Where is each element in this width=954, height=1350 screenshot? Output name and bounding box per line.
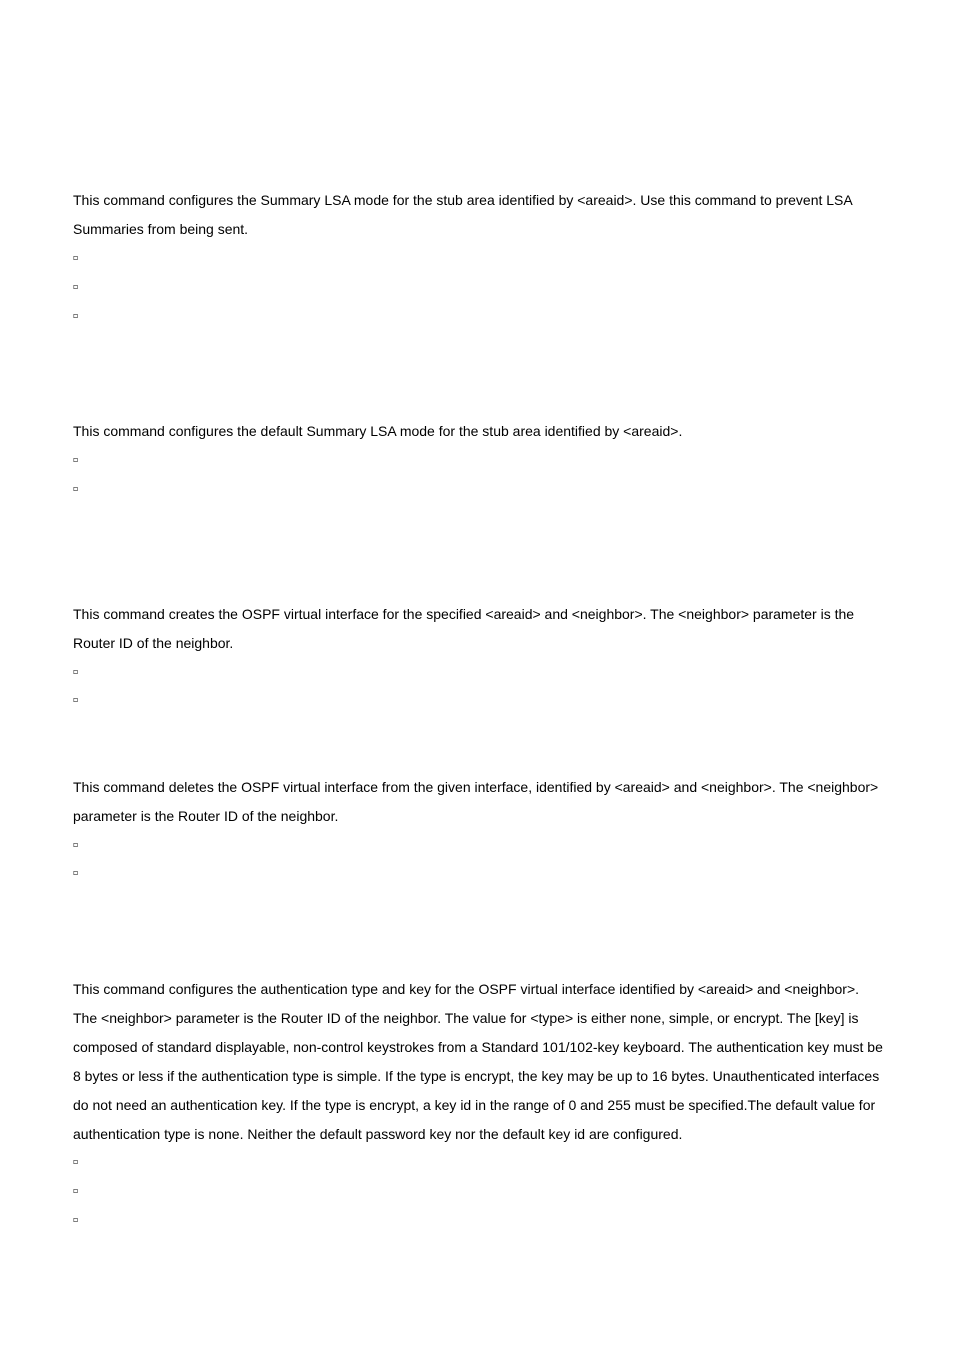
section-5-bullet-3: ▫ [73,1215,79,1224]
section-1-bullet-3: ▫ [73,311,79,320]
section-4-bullet-2: ▫ [73,868,79,877]
section-2-paragraph: This command configures the default Summary LSA mode for the stub area identified by <areaid>. [73,423,683,439]
section-5-paragraph: This command configures the authentication type and key for the OSPF virtual interface identified by <areaid> and <neighbor>. The <neighbor> parameter is the Router ID of the neighbor. The value for <type> is either none, simple, or encrypt. The [key] is composed of standard displayable, non-control keystrokes from a Standard 101/102-key keyboard. The authentication key must be 8 bytes or less if the authentication type is simple. If the type is encrypt, the key may be up to 16 bytes. Unauthenticated interfaces do not need an authentication key. If the type is encrypt, a key id in the range of 0 and 255 must be specified.The default value for authentication type is none. Neither the default password key nor the default key id are configured. [73,981,883,1142]
section-1-paragraph: This command configures the Summary LSA mode for the stub area identified by <areaid>. Use this command to prevent LSA Summaries from being sent. [73,192,852,237]
section-4-bullet-1: ▫ [73,840,79,849]
section-5-bullet-2: ▫ [73,1186,79,1195]
section-2-bullet-1: ▫ [73,455,79,464]
section-1-bullet-1: ▫ [73,253,79,262]
section-1-bullet-2: ▫ [73,282,79,291]
section-3-bullet-1: ▫ [73,667,79,676]
section-3-paragraph: This command creates the OSPF virtual interface for the specified <areaid> and <neighbor>. The <neighbor> parameter is the Router ID of the neighbor. [73,606,855,651]
section-4-paragraph: This command deletes the OSPF virtual interface from the given interface, identified by <areaid> and <neighbor>. The <neighbor> parameter is the Router ID of the neighbor. [73,779,879,824]
section-2-bullet-2: ▫ [73,484,79,493]
section-5-bullet-1: ▫ [73,1157,79,1166]
section-3-bullet-2: ▫ [73,695,79,704]
